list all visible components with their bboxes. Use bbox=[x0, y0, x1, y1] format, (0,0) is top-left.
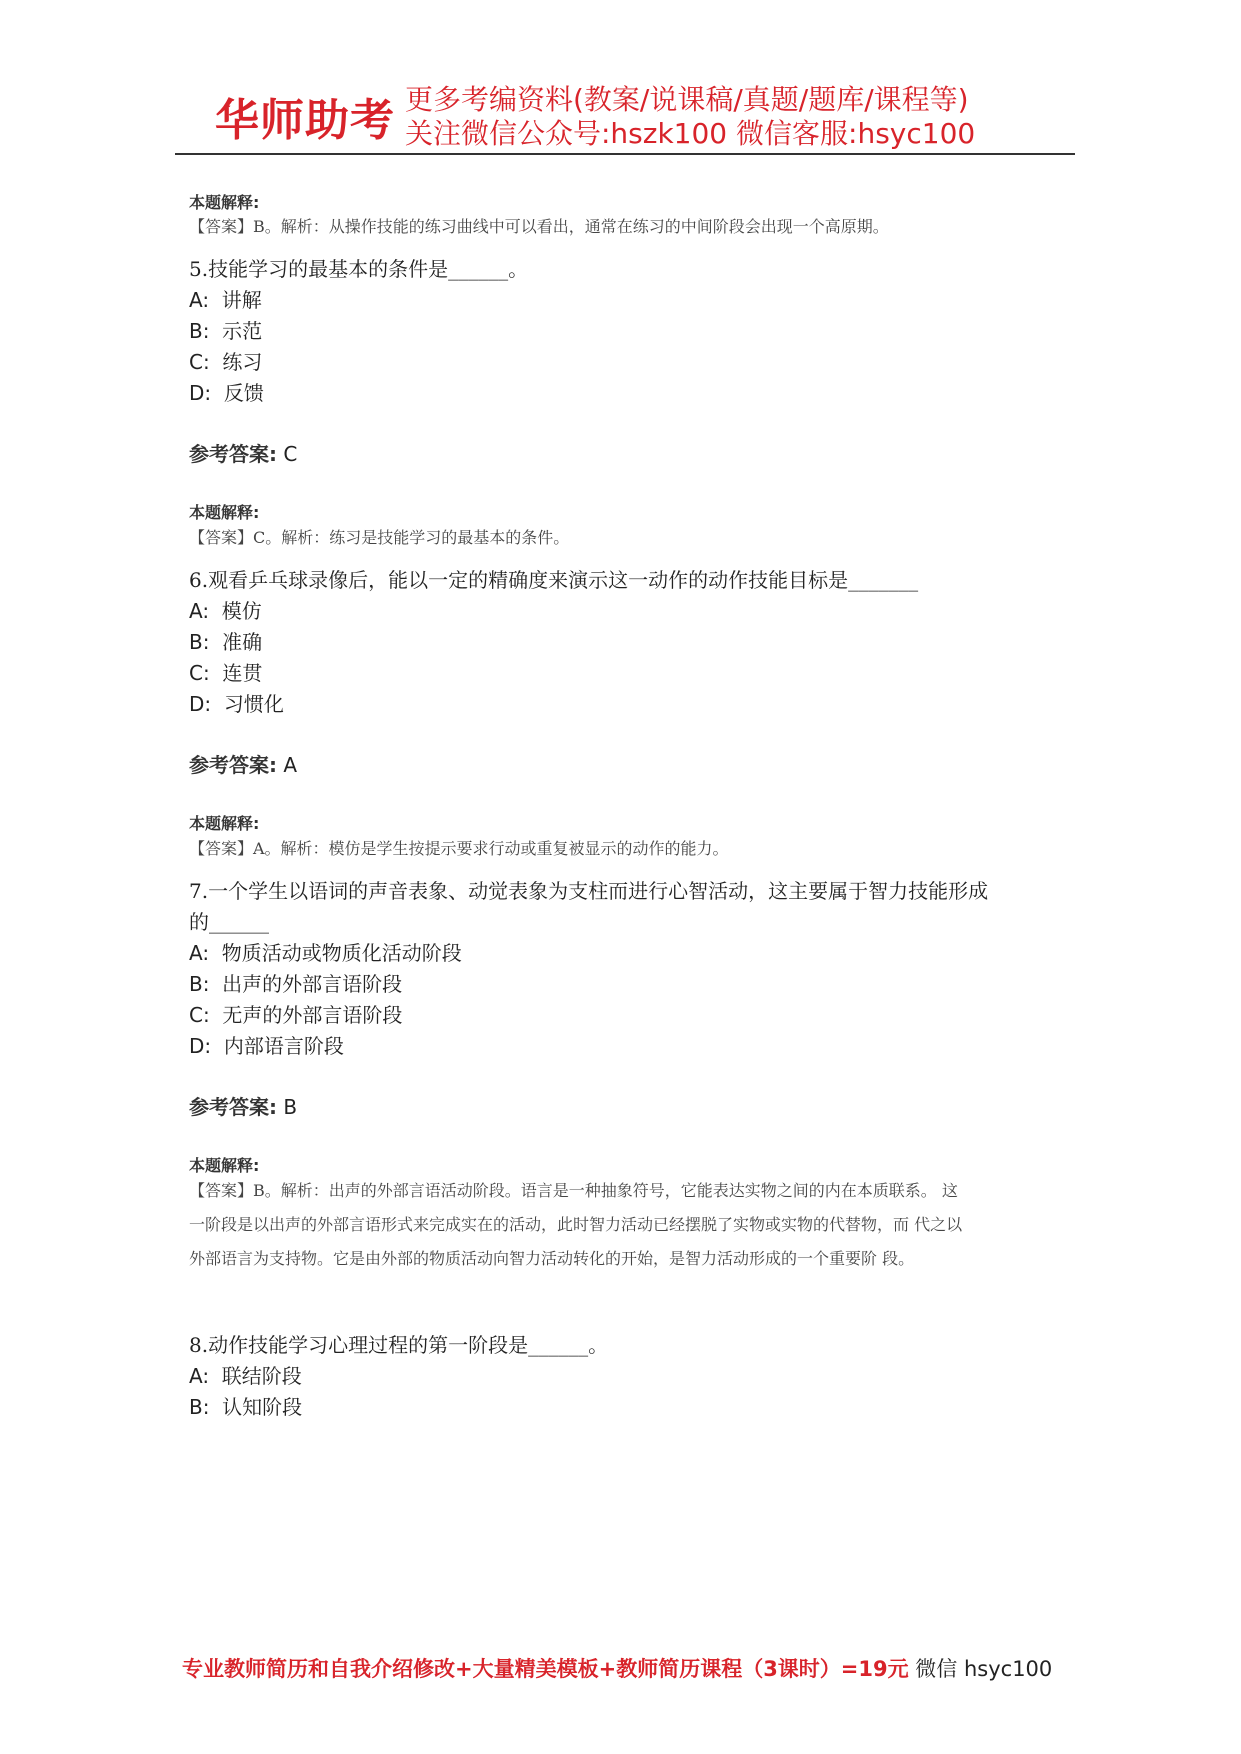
answer-label: 参考答案: bbox=[189, 442, 277, 466]
option-c: C: 连贯 bbox=[189, 661, 263, 685]
header-tagline-1: 更多考编资料(教案/说课稿/真题/题库/课程等) bbox=[405, 83, 969, 116]
option-d: D: 内部语言阶段 bbox=[189, 1034, 344, 1058]
answer-label: 参考答案: bbox=[189, 1095, 277, 1119]
answer-value: B bbox=[283, 1095, 298, 1119]
header-divider bbox=[175, 153, 1075, 155]
reference-answer bbox=[189, 749, 297, 778]
answer-label: 参考答案: bbox=[189, 753, 277, 777]
explanation-label: 本题解释: bbox=[189, 814, 260, 833]
reference-answer bbox=[189, 1091, 297, 1120]
question-stem: 7.一个学生以语词的声音表象、动觉表象为支柱而进行心智活动，这主要属于智力技能形成 bbox=[189, 879, 989, 903]
option-a: A: 模仿 bbox=[189, 599, 262, 623]
reference-answer bbox=[189, 438, 297, 467]
option-b: B: 认知阶段 bbox=[189, 1395, 303, 1419]
question-stem: 6.观看乒乓球录像后，能以一定的精确度来演示这一动作的动作技能目标是_______ bbox=[189, 568, 919, 592]
option-a: A: 讲解 bbox=[189, 288, 262, 312]
promo-text: 专业教师简历和自我介绍修改+大量精美模板+教师简历课程（3课时）=19元 bbox=[182, 1657, 909, 1681]
brand-logo: 华师助考 bbox=[215, 95, 395, 146]
option-d: D: 反馈 bbox=[189, 381, 264, 405]
option-b: B: 出声的外部言语阶段 bbox=[189, 972, 403, 996]
explanation-text: 【答案】C。解析：练习是技能学习的最基本的条件。 bbox=[189, 528, 570, 547]
explanation-text-continued: 一阶段是以出声的外部言语形式来完成实在的活动，此时智力活动已经摆脱了实物或实物的代替物，而 代之以 bbox=[189, 1215, 963, 1234]
footer-promo bbox=[182, 1653, 1082, 1683]
wechat-contact: 微信 hsyc100 bbox=[908, 1657, 1053, 1681]
question-stem: 5.技能学习的最基本的条件是______。 bbox=[189, 257, 529, 281]
explanation-label: 本题解释: bbox=[189, 503, 260, 522]
explanation-text: 【答案】A。解析：模仿是学生按提示要求行动或重复被显示的动作的能力。 bbox=[189, 839, 729, 858]
option-d: D: 习惯化 bbox=[189, 692, 284, 716]
option-a: A: 物质活动或物质化活动阶段 bbox=[189, 941, 462, 965]
option-b: B: 示范 bbox=[189, 319, 263, 343]
page-header bbox=[175, 72, 1075, 152]
explanation-text: 【答案】B。解析：从操作技能的练习曲线中可以看出，通常在练习的中间阶段会出现一个高原期。 bbox=[189, 217, 889, 236]
option-a: A: 联结阶段 bbox=[189, 1364, 302, 1388]
option-c: C: 练习 bbox=[189, 350, 263, 374]
answer-value: C bbox=[283, 442, 298, 466]
explanation-label: 本题解释: bbox=[189, 193, 260, 212]
explanation-text: 【答案】B。解析：出声的外部言语活动阶段。语言是一种抽象符号，它能表达实物之间的内在本质联系。 这 bbox=[189, 1181, 958, 1200]
option-c: C: 无声的外部言语阶段 bbox=[189, 1003, 403, 1027]
explanation-label: 本题解释: bbox=[189, 1156, 260, 1175]
question-stem-continued: 的______ bbox=[189, 910, 269, 934]
header-tagline-2: 关注微信公众号:hszk100 微信客服:hsyc100 bbox=[405, 117, 976, 150]
question-stem: 8.动作技能学习心理过程的第一阶段是______。 bbox=[189, 1333, 609, 1357]
answer-value: A bbox=[283, 753, 298, 777]
option-b: B: 准确 bbox=[189, 630, 263, 654]
explanation-text-continued: 外部语言为支持物。它是由外部的物质活动向智力活动转化的开始，是智力活动形成的一个重要阶 段。 bbox=[189, 1249, 915, 1268]
